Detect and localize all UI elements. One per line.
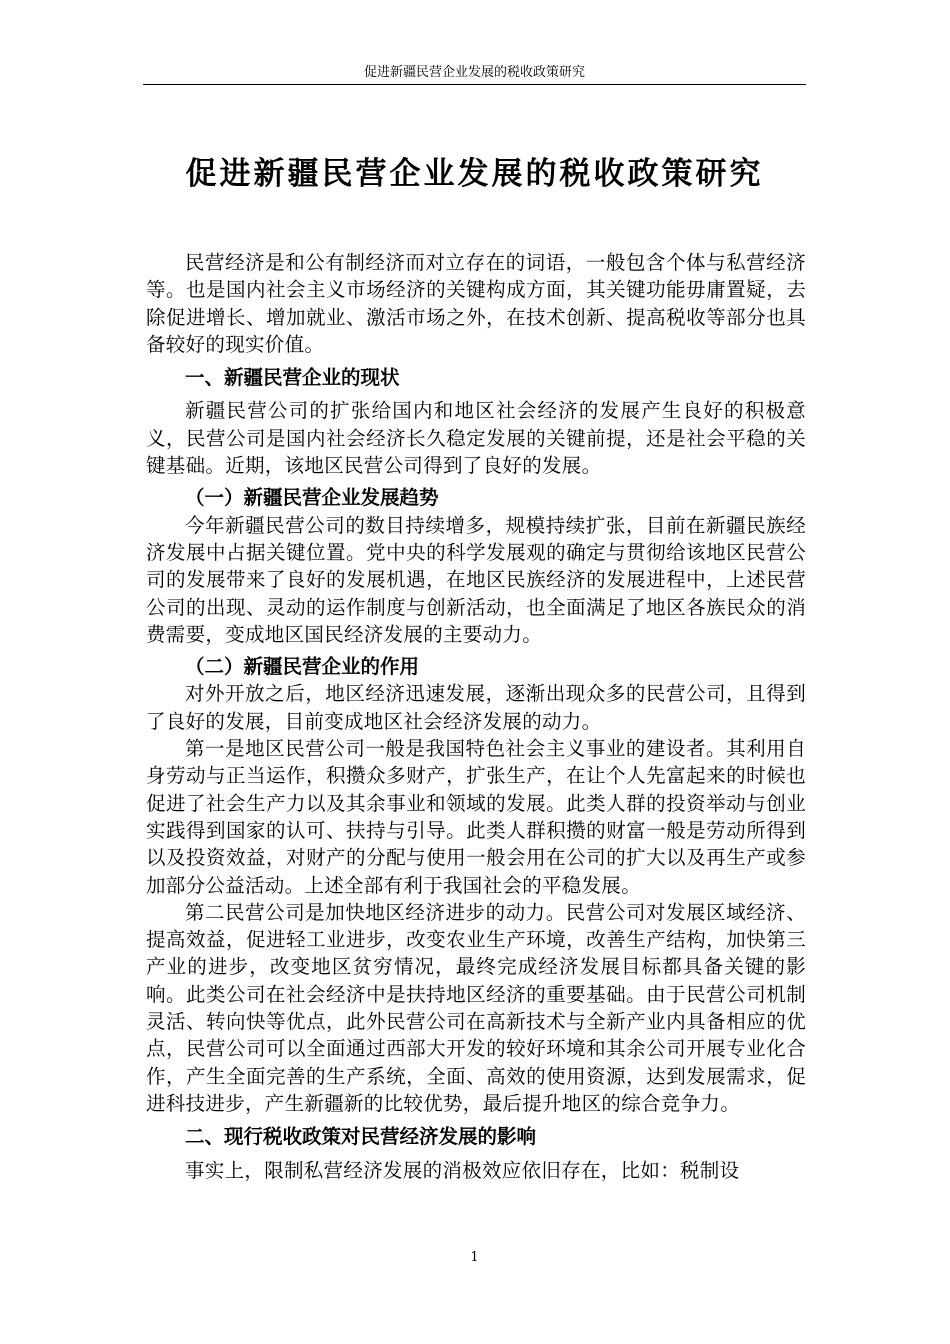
section-1a-paragraph: 今年新疆民营公司的数目持续增多，规模持续扩张，目前在新疆民族经济发展中占据关键位置。党中央的科学发展观的确定与贯彻给该地区民营公司的发展带来了良好的发展机遇，在地区民族经济的发展进程中，上述民营公司的出现、灵动的运作制度与创新活动，也全面满足了地区各族民众的消费需要，变成地区国民经济发展的主要动力。 xyxy=(146,513,806,646)
section-2-heading: 二、现行税收政策对民营经济发展的影响 xyxy=(185,1125,537,1149)
document-title: 促进新疆民营企业发展的税收政策研究 xyxy=(185,156,764,192)
section-1a-heading: （一）新疆民营企业发展趋势 xyxy=(185,486,439,510)
section-1b-paragraph-3: 第二民营公司是加快地区经济进步的动力。民营公司对发展区域经济、提高效益，促进轻工业进步，改变农业生产环境，改善生产结构，加快第三产业的进步，改变地区贫穷情况，最终完成经济发展目标都具备关键的影响。此类公司在社会经济中是扶持地区经济的重要基础。由于民营公司机制灵活、转向快等优点，此外民营公司在高新技术与全新产业内具备相应的优点，民营公司可以全面通过西部大开发的较好环境和其余公司开展专业化合作，产生全面完善的生产系统，全面、高效的使用资源，达到发展需求，促进科技进步，产生新疆新的比较优势，最后提升地区的综合竞争力。 xyxy=(146,900,806,1115)
section-1-heading: 一、新疆民营企业的现状 xyxy=(185,366,400,390)
running-header: 促进新疆民营企业发展的税收政策研究 xyxy=(143,64,806,85)
section-1b-paragraph-1: 对外开放之后，地区经济迅速发展，逐渐出现众多的民营公司，且得到了良好的发展，目前变成地区社会经济发展的动力。 xyxy=(146,682,806,733)
page-number: 1 xyxy=(470,1250,479,1265)
section-1b-heading: （二）新疆民营企业的作用 xyxy=(185,655,420,679)
section-1-paragraph: 新疆民营公司的扩张给国内和地区社会经济的发展产生良好的积极意义，民营公司是国内社会经济长久稳定发展的关键前提，还是社会平稳的关键基础。近期，该地区民营公司得到了良好的发展。 xyxy=(146,399,806,478)
intro-paragraph: 民营经济是和公有制经济而对立存在的词语，一般包含个体与私营经济等。也是国内社会主义市场经济的关键构成方面，其关键功能毋庸置疑，去除促进增长、增加就业、激活市场之外，在技术创新、提高税收等部分也具备较好的现实价值。 xyxy=(146,251,806,356)
section-1b-paragraph-2: 第一是地区民营公司一般是我国特色社会主义事业的建设者。其利用自身劳动与正当运作，积攒众多财产，扩张生产，在让个人先富起来的时候也促进了社会生产力以及其余事业和领域的发展。此类人群的投资举动与创业实践得到国家的认可、扶持与引导。此类人群积攒的财富一般是劳动所得到以及投资效益，对财产的分配与使用一般会用在公司的扩大以及再生产或参加部分公益活动。上述全部有利于我国社会的平稳发展。 xyxy=(146,737,806,897)
document-body xyxy=(146,249,806,1184)
section-2-paragraph: 事实上，限制私营经济发展的消极效应依旧存在，比如：税制设 xyxy=(185,1158,740,1182)
